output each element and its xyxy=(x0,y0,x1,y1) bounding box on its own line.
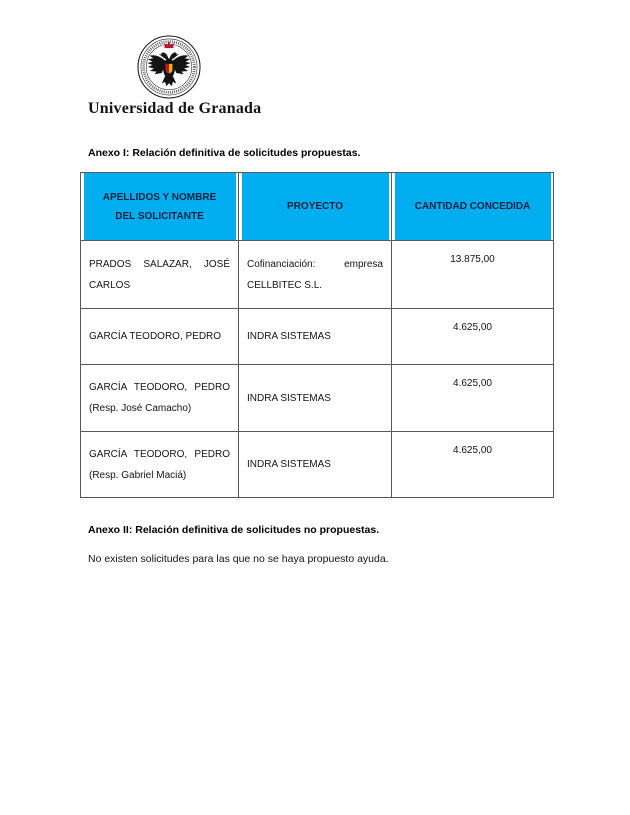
table-row xyxy=(81,241,554,309)
cell-proyecto: INDRA SISTEMAS xyxy=(239,309,392,365)
cell-solicitante: GARCÍA TEODORO, PEDRO (Resp. José Camacho) xyxy=(81,365,239,432)
cell-cantidad: 13.875,00 xyxy=(392,241,554,309)
table-header-row xyxy=(81,173,554,241)
anexo-ii-note: No existen solicitudes para las que no se haya propuesto ayuda. xyxy=(88,553,389,565)
cell-cantidad: 4.625,00 xyxy=(392,365,554,432)
cell-cantidad: 4.625,00 xyxy=(392,432,554,498)
table-row xyxy=(81,365,554,432)
ugr-logo xyxy=(136,34,202,100)
cell-proyecto: INDRA SISTEMAS xyxy=(239,365,392,432)
anexo-ii-heading: Anexo II: Relación definitiva de solicitudes no propuestas. xyxy=(88,524,380,536)
table-row xyxy=(81,432,554,498)
anexo-i-heading: Anexo I: Relación definitiva de solicitudes propuestas. xyxy=(88,147,361,159)
cell-proyecto: Cofinanciación: empresa CELLBITEC S.L. xyxy=(239,241,392,309)
column-header-cantidad: CANTIDAD CONCEDIDA xyxy=(392,173,554,241)
cell-cantidad: 4.625,00 xyxy=(392,309,554,365)
cell-solicitante: GARCÍA TEODORO, PEDRO xyxy=(81,309,239,365)
cell-proyecto: INDRA SISTEMAS xyxy=(239,432,392,498)
column-header-solicitante: APELLIDOS Y NOMBRE DEL SOLICITANTE xyxy=(81,173,239,241)
university-name: Universidad de Granada xyxy=(88,100,262,117)
cell-solicitante: GARCÍA TEODORO, PEDRO (Resp. Gabriel Maciá) xyxy=(81,432,239,498)
table-row xyxy=(81,309,554,365)
grants-table xyxy=(80,172,554,498)
column-header-proyecto: PROYECTO xyxy=(239,173,392,241)
cell-solicitante: PRADOS SALAZAR, JOSÉ CARLOS xyxy=(81,241,239,309)
